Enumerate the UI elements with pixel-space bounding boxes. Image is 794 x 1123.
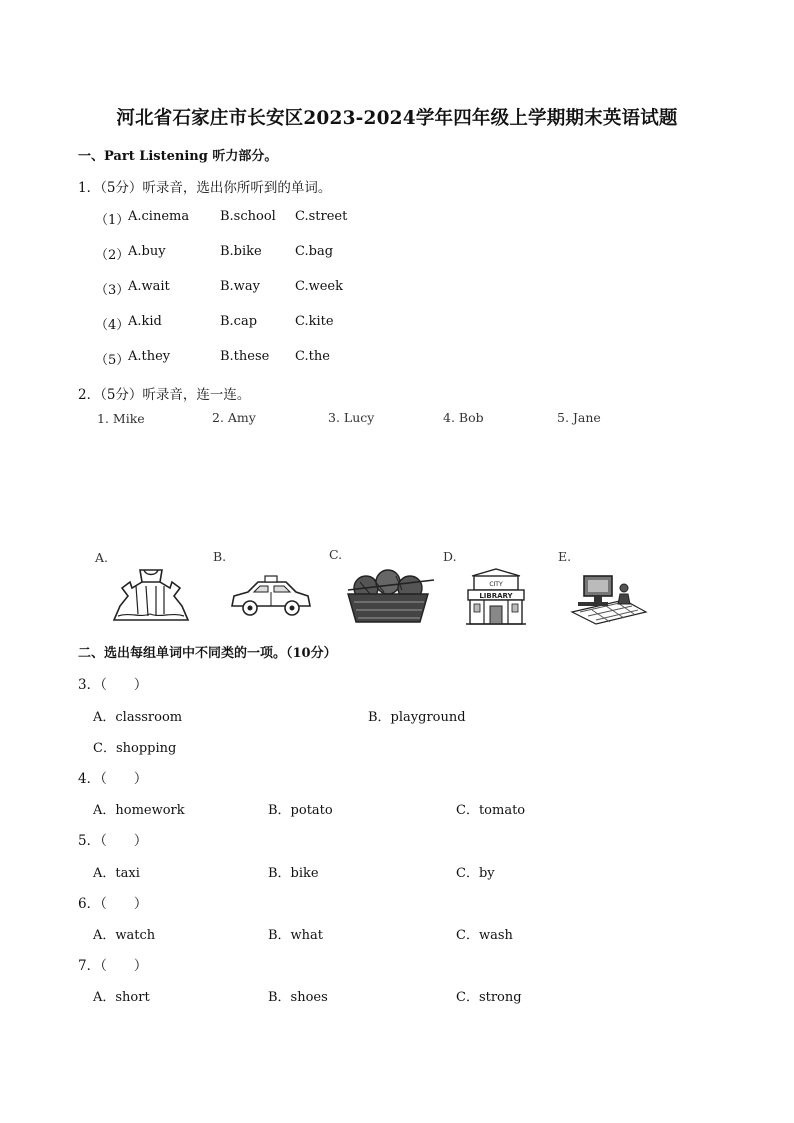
q7-option-b[interactable]: B．shoes [268,990,328,1005]
dress-icon [110,566,192,626]
q6-option-a[interactable]: A．watch [93,928,156,943]
name-mike: 1. Mike [97,411,145,426]
q1-row-1-option-b[interactable]: B.school [220,209,276,224]
q4-option-c[interactable]: C．tomato [456,803,526,818]
page-title: 河北省石家庄市长安区2023-2024学年四年级上学期期末英语试题 [116,108,678,129]
picture-label-e: E. [558,549,572,564]
q6-option-c[interactable]: C．wash [456,928,513,943]
question-6-stem: 6．（ ） [78,896,148,912]
q3-option-b[interactable]: B．playground [368,710,466,725]
q1-row-1-option-c[interactable]: C.street [295,209,348,224]
question-2-stem: 2．（5分）听录音，连一连。 [78,387,251,403]
q1-row-1-option-a[interactable]: A.cinema [128,209,190,224]
q7-option-c[interactable]: C．strong [456,990,522,1005]
q1-row-4-option-a[interactable]: A.kid [128,314,162,329]
question-5-stem: 5．（ ） [78,833,148,849]
picture-label-b: B. [213,549,227,564]
q1-row-5-option-b[interactable]: B.these [220,349,270,364]
q1-row-3-option-c[interactable]: C.week [295,279,344,294]
q4-option-b[interactable]: B．potato [268,803,333,818]
computer-icon [570,572,648,626]
q6-option-b[interactable]: B．what [268,928,324,943]
q5-option-b[interactable]: B．bike [268,866,319,881]
name-jane: 5. Jane [557,410,601,425]
q4-option-a[interactable]: A．homework [93,803,185,818]
q1-row-2-number: （2） [95,248,130,263]
q1-row-3-option-b[interactable]: B.way [220,279,260,294]
library-icon [462,568,530,628]
picture-label-a: A. [95,550,109,565]
q5-option-a[interactable]: A．taxi [93,866,140,881]
q1-row-3-number: （3） [95,283,130,298]
q1-row-2-option-b[interactable]: B.bike [220,244,262,259]
q1-row-5-option-a[interactable]: A.they [128,349,171,364]
q1-row-2-option-a[interactable]: A.buy [128,244,166,259]
q1-row-1-number: （1） [95,213,130,228]
q1-row-5-option-c[interactable]: C.the [295,349,330,364]
name-amy: 2. Amy [212,410,256,425]
q1-row-3-option-a[interactable]: A.wait [128,279,170,294]
part2-heading: 二、选出每组单词中不同类的一项。（10分） [78,646,337,661]
name-bob: 4. Bob [443,410,484,425]
q1-row-4-option-c[interactable]: C.kite [295,314,334,329]
question-4-stem: 4．（ ） [78,771,148,787]
q1-row-2-option-c[interactable]: C.bag [295,244,334,259]
question-7-stem: 7．（ ） [78,958,148,974]
q1-row-4-option-b[interactable]: B.cap [220,314,258,329]
q7-option-a[interactable]: A．short [93,990,150,1005]
question-1-stem: 1．（5分）听录音，选出你所听到的单词。 [78,180,332,196]
q5-option-c[interactable]: C．by [456,866,495,881]
q1-row-4-number: （4） [95,318,130,333]
question-3-stem: 3．（ ） [78,677,148,693]
name-lucy: 3. Lucy [328,410,375,425]
library-sign: LIBRARY [479,592,513,600]
part1-heading: 一、Part Listening 听力部分。 [78,149,278,164]
basket-icon [344,568,436,626]
picture-label-c: C. [329,547,343,562]
q3-option-a[interactable]: A．classroom [93,710,183,725]
q1-row-5-number: （5） [95,353,130,368]
car-icon [228,574,312,622]
library-sign-top: CITY [489,581,503,588]
q3-option-c[interactable]: C．shopping [93,741,177,756]
picture-label-d: D. [443,549,457,564]
